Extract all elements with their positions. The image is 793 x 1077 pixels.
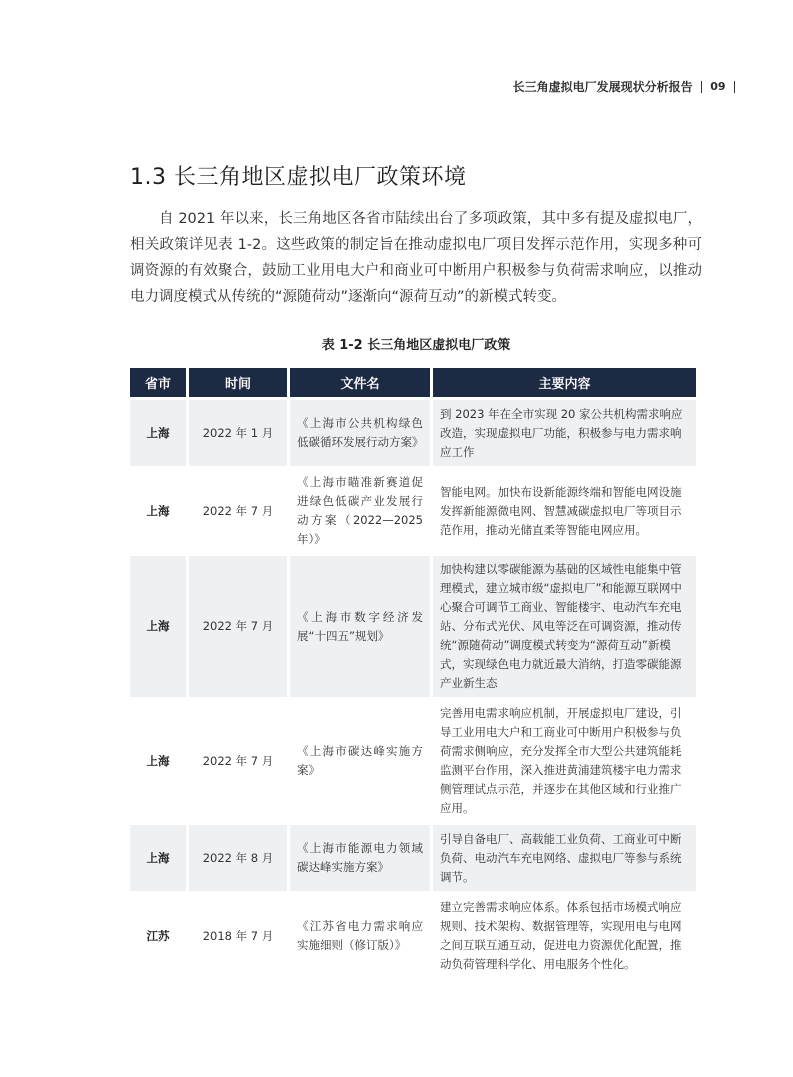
cell-content: 建立完善需求响应体系。体系包括市场模式响应规则、技术架构、数据管理等，实现用电与电网之间互联互通互动，促进电力资源优化配置，推动负荷管理科学化、用电服务个性化。 <box>433 894 696 978</box>
cell-province: 上海 <box>130 825 186 891</box>
cell-time: 2022 年 7 月 <box>189 700 287 822</box>
header-province: 省市 <box>130 368 186 397</box>
header-content: 主要内容 <box>433 368 696 397</box>
table-caption: 表 1-2 长三角地区虚拟电厂政策 <box>321 338 511 353</box>
cell-content: 到 2023 年在全市实现 20 家公共机构需求响应改造，实现虚拟电厂功能，积极参与电力需求响应工作 <box>433 400 696 466</box>
header-divider <box>701 81 703 93</box>
cell-content: 加快构建以零碳能源为基础的区域性电能集中管理模式，建立城市级“虚拟电厂”和能源互联网中心聚合可调节工商业、智能楼宇、电动汽车充电站、分布式光伏、风电等泛在可调资源，推动传统“源随荷动”调度模式转变为“源荷互动”新模式，实现绿色电力就近最大消纳，打造零碳能源产业新生态 <box>433 556 696 697</box>
cell-time: 2022 年 8 月 <box>189 825 287 891</box>
section-title: 1.3 长三角地区虚拟电厂政策环境 <box>130 165 467 190</box>
cell-content: 引导自备电厂、高载能工业负荷、工商业可中断负荷、电动汽车充电网络、虚拟电厂等参与系统调节。 <box>433 825 696 891</box>
report-title: 长三角虚拟电厂发展现状分析报告 <box>512 80 693 94</box>
cell-content: 智能电网。加快布设新能源终端和智能电网设施发挥新能源微电网、智慧减碳虚拟电厂等项目示范作用，推动光储直柔等智能电网应用。 <box>433 469 696 553</box>
header-document: 文件名 <box>290 368 430 397</box>
cell-province: 上海 <box>130 556 186 697</box>
table-row <box>130 400 696 466</box>
table-row <box>130 700 696 822</box>
table-row <box>130 825 696 891</box>
cell-document: 《上海市瞄准新赛道促进绿色低碳产业发展行动方案（2022—2025年）》 <box>290 469 430 553</box>
table-row <box>130 556 696 697</box>
cell-document: 《上海市数字经济发展“十四五”规划》 <box>290 556 430 697</box>
cell-time: 2022 年 7 月 <box>189 556 287 697</box>
cell-province: 上海 <box>130 700 186 822</box>
page-number: 09 <box>710 80 726 93</box>
cell-province: 上海 <box>130 400 186 466</box>
table-header-row <box>130 368 696 397</box>
table-row <box>130 894 696 978</box>
policy-table <box>127 365 699 981</box>
cell-document: 《江苏省电力需求响应实施细则（修订版）》 <box>290 894 430 978</box>
cell-province: 上海 <box>130 469 186 553</box>
cell-document: 《上海市碳达峰实施方案》 <box>290 700 430 822</box>
intro-paragraph: 自 2021 年以来，长三角地区各省市陆续出台了多项政策，其中多有提及虚拟电厂，相关政策详见表 1-2。这些政策的制定旨在推动虚拟电厂项目发挥示范作用，实现多种可调资源的有效聚合，鼓励工业用电大户和商业可中断用户积极参与负荷需求响应，以推动电力调度模式从传统的“源随荷动”逐渐向“源荷互动”的新模式转变。 <box>130 211 702 305</box>
cell-province: 江苏 <box>130 894 186 978</box>
page-header <box>513 78 735 95</box>
cell-time: 2022 年 7 月 <box>189 469 287 553</box>
cell-time: 2022 年 1 月 <box>189 400 287 466</box>
cell-time: 2018 年 7 月 <box>189 894 287 978</box>
cell-document: 《上海市公共机构绿色低碳循环发展行动方案》 <box>290 400 430 466</box>
table-row <box>130 469 696 553</box>
cell-content: 完善用电需求响应机制，开展虚拟电厂建设，引导工业用电大户和工商业可中断用户积极参与负荷需求侧响应，充分发挥全市大型公共建筑能耗监测平台作用，深入推进黄浦建筑楼宇电力需求侧管理试点示范，并逐步在其他区域和行业推广应用。 <box>433 700 696 822</box>
cell-document: 《上海市能源电力领域碳达峰实施方案》 <box>290 825 430 891</box>
header-divider-right <box>734 81 736 93</box>
header-time: 时间 <box>189 368 287 397</box>
